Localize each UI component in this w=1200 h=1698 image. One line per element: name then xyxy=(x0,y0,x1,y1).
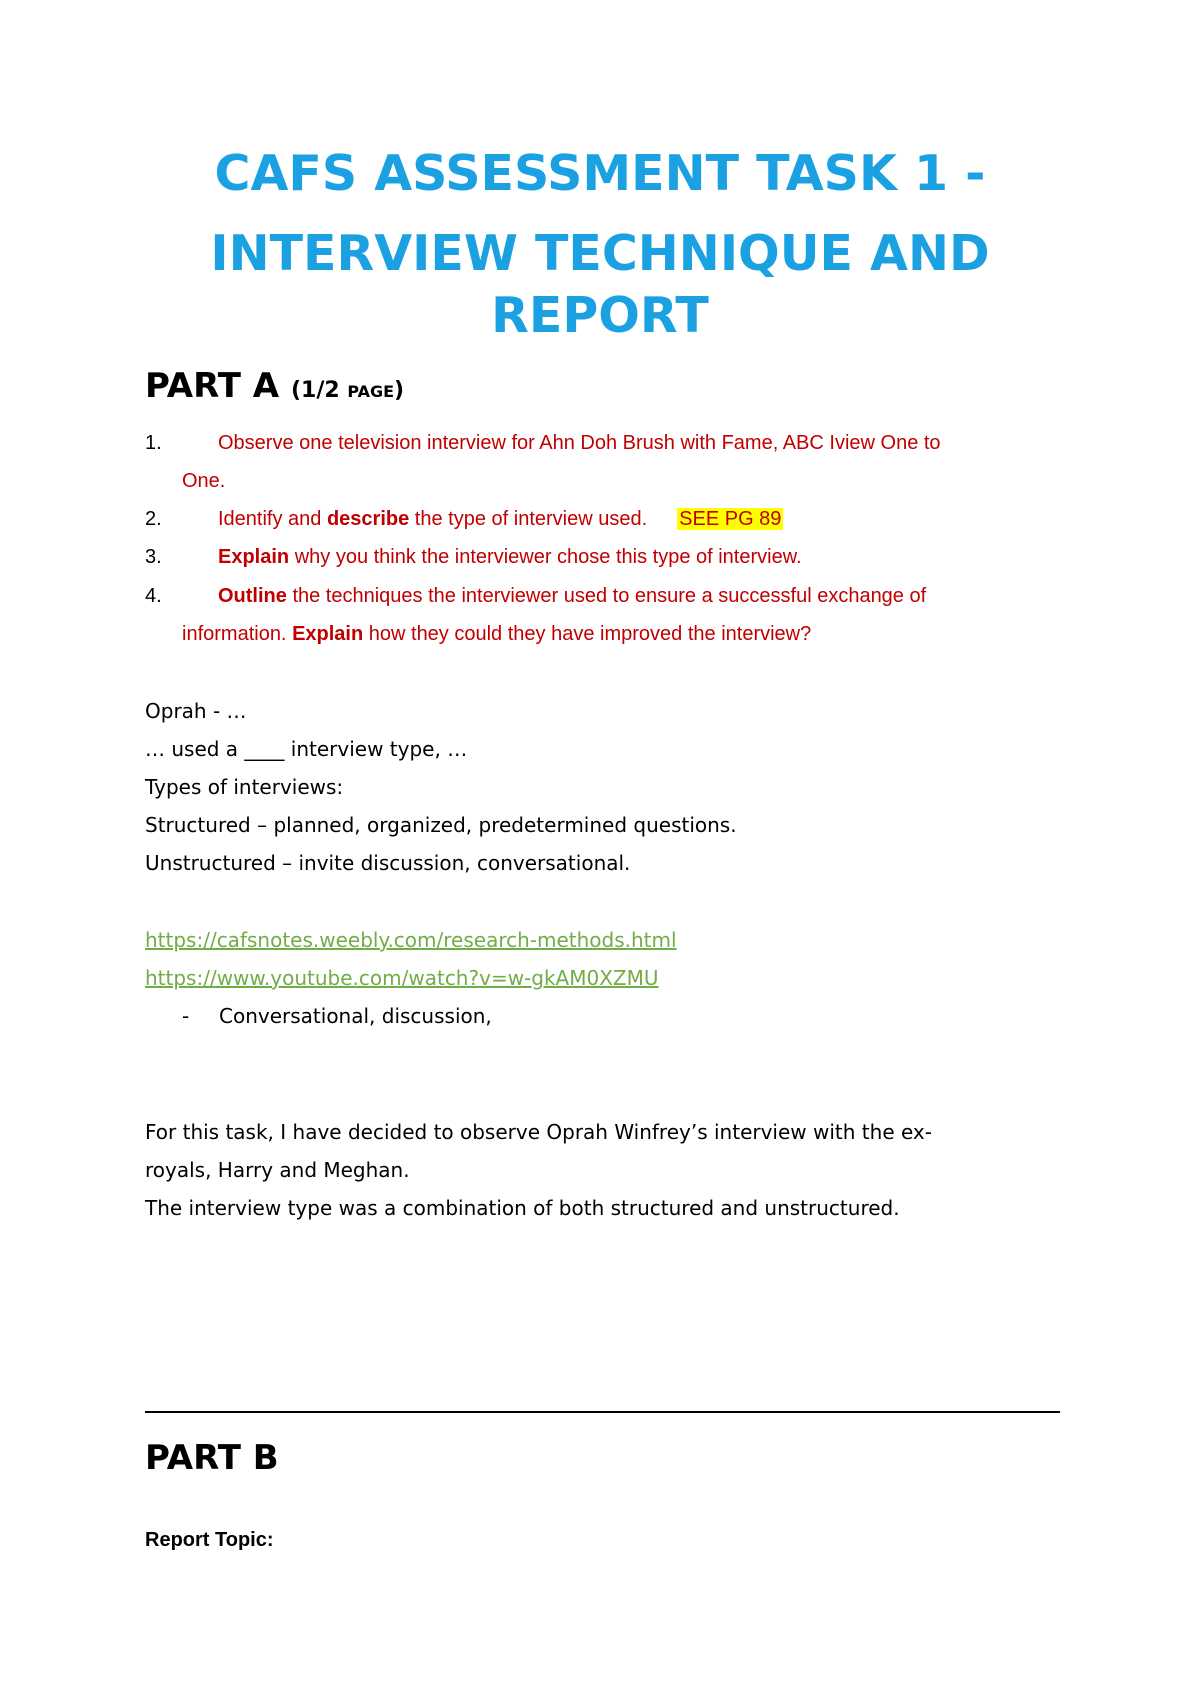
part-a-heading xyxy=(145,364,404,414)
bullet-text: Conversational, discussion, xyxy=(219,1004,492,1028)
paragraph-line-1: For this task, I have decided to observe Oprah Winfrey’s interview with the ex- xyxy=(145,1120,932,1144)
note-unstructured: Unstructured – invite discussion, conversational. xyxy=(145,851,631,875)
question-text: Outline the techniques the interviewer used to ensure a successful exchange of xyxy=(218,585,927,607)
note-structured: Structured – planned, organized, predetermined questions. xyxy=(145,813,737,837)
part-b-heading: PART B xyxy=(145,1438,279,1478)
question-4 xyxy=(145,577,926,615)
question-text-continued: One. xyxy=(182,470,226,492)
note-types-heading: Types of interviews: xyxy=(145,775,344,799)
note-interview-type: … used a ____ interview type, … xyxy=(145,737,468,761)
title-line-2: INTERVIEW TECHNIQUE AND xyxy=(210,225,990,282)
question-keyword: Outline xyxy=(218,585,287,607)
part-a-label: PART A xyxy=(145,366,280,406)
question-text: Identify and describe the type of interview used. xyxy=(218,508,648,530)
paragraph-line-3: The interview type was a combination of both structured and unstructured. xyxy=(145,1196,900,1220)
question-2 xyxy=(145,500,783,538)
question-text: Observe one television interview for Ahn Doh Brush with Fame, ABC Iview One to xyxy=(218,432,941,454)
page-reference-highlight: SEE PG 89 xyxy=(679,508,782,530)
question-keyword: Explain xyxy=(218,546,290,568)
paragraph-line-2: royals, Harry and Meghan. xyxy=(145,1158,410,1182)
bullet-dash: - xyxy=(182,1004,190,1028)
question-keyword: Explain xyxy=(292,623,364,645)
title-line-3: REPORT xyxy=(491,287,709,344)
note-oprah: Oprah - … xyxy=(145,699,247,723)
question-1 xyxy=(145,424,941,462)
question-keyword: describe xyxy=(326,508,410,530)
link-youtube[interactable]: https://www.youtube.com/watch?v=w-gkAM0XZMU xyxy=(145,966,659,990)
part-a-length: (1/2 PAGE) xyxy=(290,378,405,403)
report-topic-label: Report Topic: xyxy=(145,1529,274,1551)
question-number: 2. xyxy=(145,508,162,530)
title-line-1: CAFS ASSESSMENT TASK 1 - xyxy=(214,145,986,202)
question-text-continued: information. Explain how they could they have improved the interview? xyxy=(182,623,812,645)
link-cafsnotes[interactable]: https://cafsnotes.weebly.com/research-methods.html xyxy=(145,928,677,952)
question-3 xyxy=(145,538,802,576)
question-number: 4. xyxy=(145,585,162,607)
question-number: 1. xyxy=(145,432,162,454)
section-divider xyxy=(145,1411,1060,1413)
question-text: Explain why you think the interviewer chose this type of interview. xyxy=(218,546,802,568)
question-number: 3. xyxy=(145,546,162,568)
bullet-item xyxy=(182,997,492,1035)
